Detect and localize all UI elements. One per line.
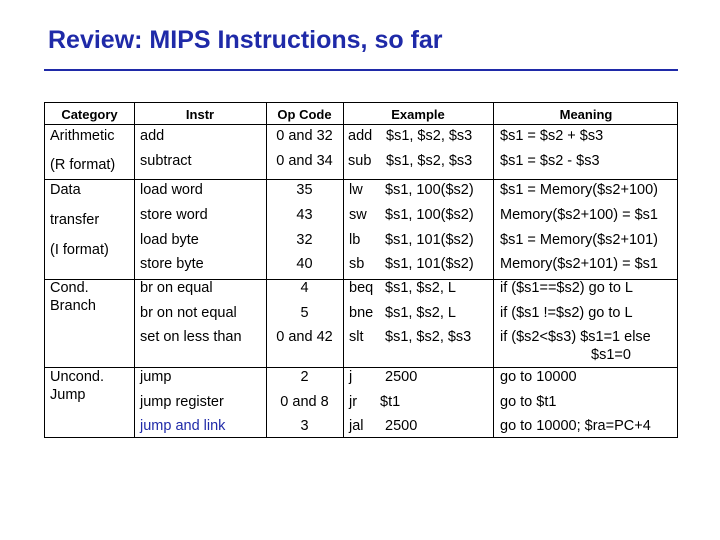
category-data-transfer: transfer	[50, 212, 100, 228]
opcode-cell: 35	[296, 182, 313, 198]
col-divider	[134, 103, 135, 437]
instr-cell: set on less than	[140, 329, 242, 345]
header-meaning: Meaning	[559, 107, 613, 122]
example-op: slt	[349, 329, 364, 345]
meaning-cell: if ($s2<$s3) $s1=1 else	[500, 329, 651, 345]
example-operands: $s1, $s2, $s3	[386, 128, 473, 144]
instr-cell: store word	[140, 207, 208, 223]
meaning-cell: go to $t1	[500, 394, 557, 410]
opcode-cell: 0 and 42	[276, 329, 333, 345]
opcode-cell: 5	[300, 305, 309, 321]
meaning-cell: $s1 = $s2 - $s3	[500, 153, 600, 169]
example-op: beq	[349, 280, 374, 296]
example-op: sb	[349, 256, 365, 272]
example-op: j	[349, 369, 353, 385]
col-divider	[493, 103, 494, 437]
instr-cell: add	[140, 128, 165, 144]
instr-cell: store byte	[140, 256, 204, 272]
category-arithmetic-format: (R format)	[50, 157, 116, 173]
title-rule	[44, 69, 678, 71]
meaning-cell: Memory($s2+101) = $s1	[500, 256, 658, 272]
example-operands: $s1, $s2, L	[385, 280, 456, 296]
opcode-cell: 0 and 32	[276, 128, 333, 144]
header-opcode: Op Code	[277, 107, 332, 122]
example-op: jal	[349, 418, 364, 434]
example-operands: $s1, $s2, $s3	[385, 329, 472, 345]
category-arithmetic: Arithmetic	[50, 128, 115, 144]
meaning-cell: go to 10000	[500, 369, 577, 385]
example-operands: $s1, 100($s2)	[385, 207, 474, 223]
example-operands: $s1, $s2, $s3	[386, 153, 473, 169]
example-operands: $s1, $s2, L	[385, 305, 456, 321]
row-divider	[45, 367, 677, 368]
example-op: lw	[349, 182, 363, 198]
instr-cell: subtract	[140, 153, 192, 169]
opcode-cell: 2	[300, 369, 309, 385]
instruction-table	[44, 102, 678, 438]
opcode-cell: 4	[300, 280, 309, 296]
opcode-cell: 43	[296, 207, 313, 223]
example-operands: $t1	[380, 394, 401, 410]
header-category: Category	[61, 107, 118, 122]
meaning-cell: $s1 = Memory($s2+101)	[500, 232, 658, 248]
category-data: Data	[50, 182, 81, 198]
meaning-cell: Memory($s2+100) = $s1	[500, 207, 658, 223]
instr-cell: load word	[140, 182, 203, 198]
opcode-cell: 3	[300, 418, 309, 434]
meaning-cell: $s1 = $s2 + $s3	[500, 128, 604, 144]
opcode-cell: 40	[296, 256, 313, 272]
row-divider	[45, 179, 677, 180]
example-op: sub	[348, 153, 372, 169]
meaning-cell-continued: $s1=0	[591, 347, 631, 363]
category-jump: Jump	[50, 387, 86, 403]
example-operands: $s1, 101($s2)	[385, 256, 474, 272]
meaning-cell: $s1 = Memory($s2+100)	[500, 182, 658, 198]
opcode-cell: 32	[296, 232, 313, 248]
example-op: jr	[349, 394, 358, 410]
example-operands: 2500	[385, 369, 418, 385]
meaning-cell: if ($s1 !=$s2) go to L	[500, 305, 633, 321]
page-title: Review: MIPS Instructions, so far	[48, 26, 443, 54]
example-op: lb	[349, 232, 361, 248]
opcode-cell: 0 and 8	[280, 394, 329, 410]
example-operands: 2500	[385, 418, 418, 434]
example-operands: $s1, 100($s2)	[385, 182, 474, 198]
instr-cell: br on equal	[140, 280, 213, 296]
header-divider	[45, 124, 677, 125]
category-data-format: (I format)	[50, 242, 109, 258]
instr-cell: br on not equal	[140, 305, 237, 321]
header-example: Example	[391, 107, 445, 122]
example-op: add	[348, 128, 373, 144]
instr-cell: load byte	[140, 232, 199, 248]
example-operands: $s1, 101($s2)	[385, 232, 474, 248]
opcode-cell: 0 and 34	[276, 153, 333, 169]
meaning-cell: go to 10000; $ra=PC+4	[500, 418, 651, 434]
example-op: bne	[349, 305, 374, 321]
instr-cell-highlighted: jump and link	[140, 418, 226, 434]
col-divider	[343, 103, 344, 437]
instr-cell: jump register	[140, 394, 224, 410]
example-op: sw	[349, 207, 367, 223]
category-cond: Cond.	[50, 280, 89, 296]
category-uncond: Uncond.	[50, 369, 105, 385]
category-branch: Branch	[50, 298, 96, 314]
meaning-cell: if ($s1==$s2) go to L	[500, 280, 633, 296]
header-instr: Instr	[185, 107, 215, 122]
instr-cell: jump	[140, 369, 172, 385]
